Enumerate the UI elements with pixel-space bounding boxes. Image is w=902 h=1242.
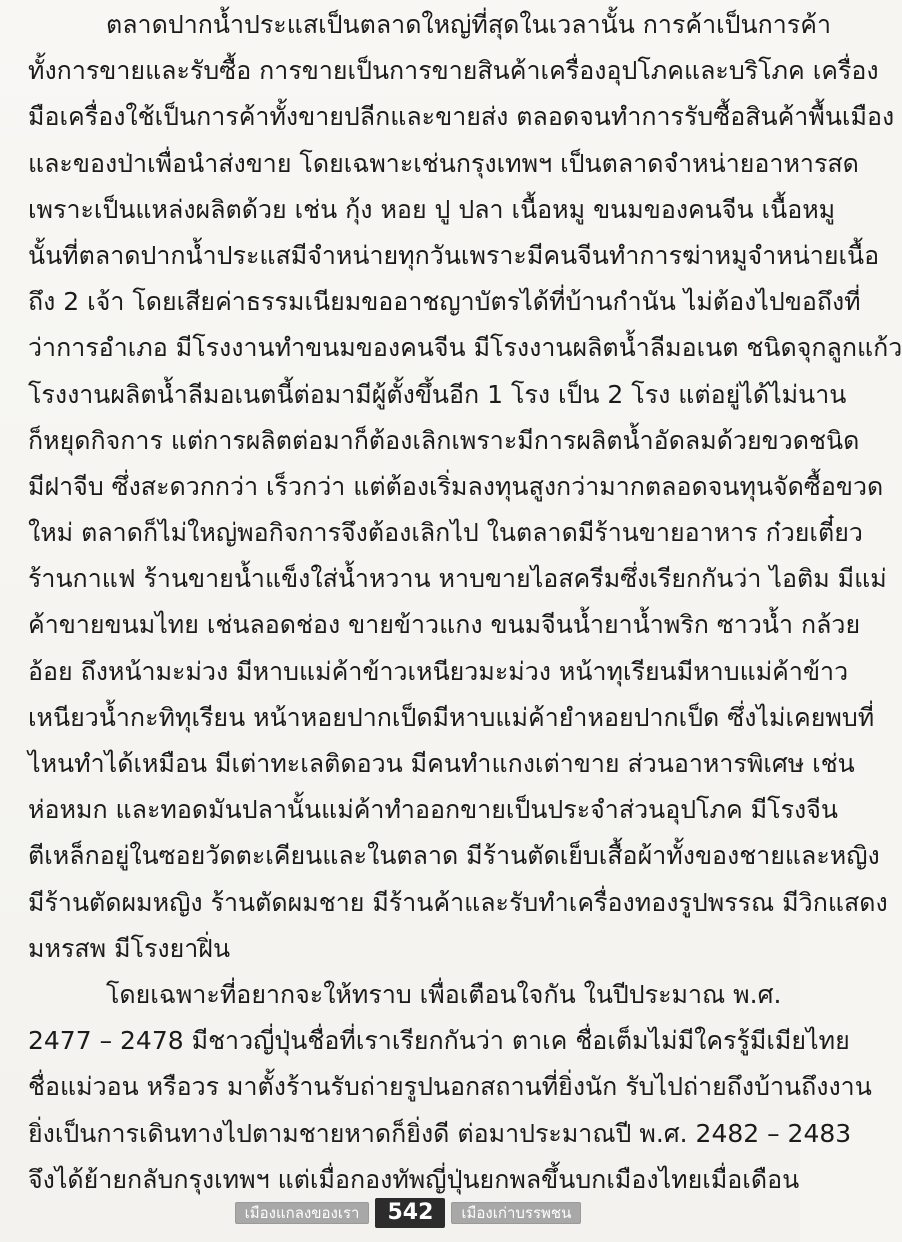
text-line-9: โรงงานผลิตน้ำลีมอเนตนี้ต่อมามีผู้ตั้งขึ้นอีก 1 โรง เป็น 2 โรง แต่อยู่ได้ไม่นาน [28,379,847,409]
text-line-12: ใหม่ ตลาดก็ไม่ใหญ่พอกิจการจึงต้องเลิกไป ในตลาดมีร้านขายอาหาร ก๋วยเตี๋ยว [28,518,863,548]
text-line-6: นั้นที่ตลาดปากน้ำประแสมีจำหน่ายทุกวันเพราะมีคนจีนทำการฆ่าหมูจำหน่ายเนื้อ [28,240,880,270]
text-line-21: มหรสพ มีโรงยาฝิ่น [28,933,231,963]
text-line-22: โดยเฉพาะที่อยากจะให้ทราบ เพื่อเตือนใจกัน ในปีประมาณ พ.ศ. [106,979,782,1009]
text-line-11: มีฝาจีบ ซึ่งสะดวกกว่า เร็วกว่า แต่ต้องเริ่มลงทุนสูงกว่ามากตลอดจนทุนจัดซื้อขวด [28,471,884,501]
text-line-10: ก็หยุดกิจการ แต่การผลิตต่อมาก็ต้องเลิกเพราะมีการผลิตน้ำอัดลมด้วยขวดชนิด [28,425,860,455]
page-footer [226,1198,590,1228]
text-line-18: ห่อหมก และทอดมันปลานั้นแม่ค้าทำออกขายเป็นประจำส่วนอุปโภค มีโรงจีน [28,795,838,825]
text-line-25: ยิ่งเป็นการเดินทางไปตามชายหาดก็ยิ่งดี ต่อมาประมาณปี พ.ศ. 2482 – 2483 [28,1118,852,1148]
text-line-3: มือเครื่องใช้เป็นการค้าทั้งขายปลีกและขายส่ง ตลอดจนทำการรับซื้อสินค้าพื้นเมือง [28,102,895,132]
text-line-5: เพราะเป็นแหล่งผลิตด้วย เช่น กุ้ง หอย ปู ปลา เนื้อหมู ขนมของคนจีน เนื้อหมู [28,194,836,224]
text-line-26: จึงได้ย้ายกลับกรุงเทพฯ แต่เมื่อกองทัพญี่ปุ่นยกพลขึ้นบกเมืองไทยเมื่อเดือน [28,1164,800,1194]
text-line-14: ค้าขายขนมไทย เช่นลอดช่อง ขายข้าวแกง ขนมจีนน้ำยาน้ำพริก ซาวน้ำ กล้วย [28,610,861,640]
footer-book-title: เมืองแกลงของเรา [235,1202,370,1224]
footer-section-title: เมืองเก่าบรรพชน [451,1202,581,1224]
text-line-7: ถึง 2 เจ้า โดยเสียค่าธรรมเนียมขออาชญาบัตรได้ที่บ้านกำนัน ไม่ต้องไปขอถึงที่ [28,287,861,317]
text-line-4: และของป่าเพื่อนำส่งขาย โดยเฉพาะเช่นกรุงเทพฯ เป็นตลาดจำหน่ายอาหารสด [28,148,859,178]
text-line-1: ตลาดปากน้ำประแสเป็นตลาดใหญ่ที่สุดในเวลานั้น การค้าเป็นการค้า [106,10,831,39]
text-line-2: ทั้งการขายและรับซื้อ การขายเป็นการขายสินค้าเครื่องอุปโภคและบริโภค เครื่อง [28,56,879,86]
body-text [28,2,902,1203]
text-line-17: ไหนทำได้เหมือน มีเต่าทะเลติดอวน มีคนทำแกงเต่าขาย ส่วนอาหารพิเศษ เช่น [28,749,855,778]
text-line-8: ว่าการอำเภอ มีโรงงานทำขนมของคนจีน มีโรงงานผลิตน้ำลีมอเนต ชนิดจุกลูกแก้ว [28,333,902,363]
text-line-23: 2477 – 2478 มีชาวญี่ปุ่นชื่อที่เราเรียกกันว่า ตาเค ชื่อเต็มไม่มีใครรู้มีเมียไทย [28,1026,850,1056]
text-line-16: เหนียวน้ำกะทิทุเรียน หน้าหอยปากเป็ดมีหาบแม่ค้ายำหอยปากเป็ด ซึ่งไม่เคยพบที่ [28,702,875,732]
text-line-20: มีร้านตัดผมหญิง ร้านตัดผมชาย มีร้านค้าและรับทำเครื่องทองรูปพรรณ มีวิกแสดง [28,887,888,917]
text-line-24: ชื่อแม่วอน หรือวร มาตั้งร้านรับถ่ายรูปนอกสถานที่ยิ่งนัก รับไปถ่ายถึงบ้านถึงงาน [28,1072,872,1102]
text-line-13: ร้านกาแฟ ร้านขายน้ำแข็งใส่น้ำหวาน หาบขายไอสครีมซึ่งเรียกกันว่า ไอติม มีแม่ [28,564,887,594]
text-line-15: อ้อย ถึงหน้ามะม่วง มีหาบแม่ค้าข้าวเหนียวมะม่วง หน้าทุเรียนมีหาบแม่ค้าข้าว [28,656,849,686]
page-number: 542 [375,1198,445,1228]
text-line-19: ตีเหล็กอยู่ในซอยวัดตะเคียนและในตลาด มีร้านตัดเย็บเสื้อผ้าทั้งของชายและหญิง [28,841,880,871]
